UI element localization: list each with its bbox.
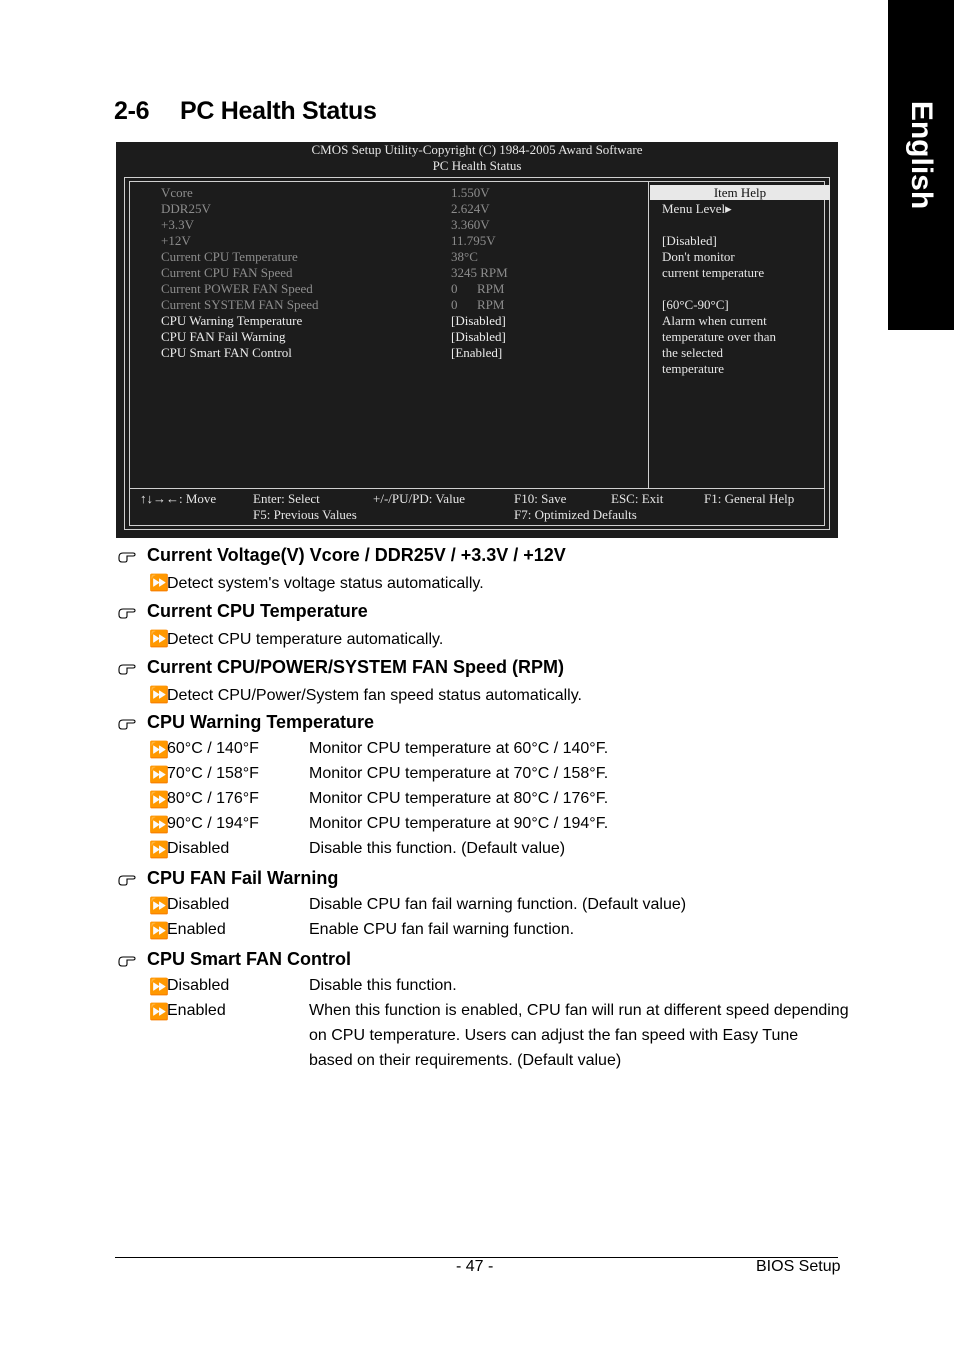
- bios-setting-value: 3.360V: [451, 217, 490, 232]
- double-arrow-icon: ⏩: [149, 792, 169, 809]
- item-help-line: temperature: [662, 361, 725, 376]
- bios-setting-label: CPU FAN Fail Warning: [161, 329, 286, 344]
- option-description: Disable this function.: [309, 977, 457, 994]
- option-description: on CPU temperature. Users can adjust the fan speed with Easy Tune: [309, 1027, 799, 1044]
- item-help-title: Item Help: [650, 185, 830, 200]
- bios-setting-label: Vcore: [161, 185, 193, 200]
- bios-setting-label: Current CPU Temperature: [161, 249, 298, 264]
- footer-help: F1: General Help: [704, 491, 795, 506]
- page-title-text: PC Health Status: [180, 97, 377, 125]
- item-help-line: Menu Level▸: [662, 201, 732, 216]
- option-label: Enabled: [167, 1002, 226, 1019]
- bios-setting-value: 0 RPM: [451, 297, 505, 312]
- page-title-number: 2-6: [114, 97, 150, 125]
- bios-inner-frame: [129, 181, 825, 526]
- bios-setting-value: 1.550V: [451, 185, 490, 200]
- bios-setting-label: DDR25V: [161, 201, 211, 216]
- bios-column-divider: [648, 182, 649, 488]
- bios-setting-value: [Enabled]: [451, 345, 503, 360]
- bios-setting-value: [Disabled]: [451, 313, 506, 328]
- bios-setting-label: CPU Warning Temperature: [161, 313, 303, 328]
- double-arrow-icon: ⏩: [149, 575, 169, 592]
- option-label: 80°C / 176°F: [167, 790, 259, 807]
- item-help-line: [Disabled]: [662, 233, 717, 248]
- language-tab: [888, 0, 954, 330]
- double-arrow-icon: ⏩: [149, 923, 169, 940]
- option-description: Monitor CPU temperature at 90°C / 194°F.: [309, 815, 609, 832]
- bios-footer-divider: [130, 488, 824, 489]
- option-label: Disabled: [167, 840, 230, 857]
- section-title-fan-speed: Current CPU/POWER/SYSTEM FAN Speed (RPM): [147, 657, 565, 677]
- footer-move: ↑↓→←: Move: [140, 491, 217, 506]
- option-description: Monitor CPU temperature at 70°C / 158°F.: [309, 765, 609, 782]
- page-number: - 47 -: [456, 1258, 494, 1275]
- bios-setting-value: 38°C: [451, 249, 478, 264]
- section-text-voltage: [149, 573, 484, 593]
- section-title-voltage: Current Voltage(V) Vcore / DDR25V / +3.3V / +12V: [147, 545, 566, 565]
- footer-value: +/-/PU/PD: Value: [373, 491, 465, 506]
- bios-header-copyright: CMOS Setup Utility-Copyright (C) 1984-2005 Award Software: [311, 142, 643, 157]
- item-help-line: the selected: [662, 345, 723, 360]
- fan-speed-description: Detect CPU/Power/System fan speed status automatically.: [167, 687, 582, 704]
- footer-previous: F5: Previous Values: [253, 507, 357, 522]
- footer-optimized: F7: Optimized Defaults: [514, 507, 637, 522]
- bios-setting-value: 3245 RPM: [451, 265, 508, 280]
- option-description: Disable CPU fan fail warning function. (Default value): [309, 896, 687, 913]
- option-label: Enabled: [167, 921, 226, 938]
- bios-setting-label: Current CPU FAN Speed: [161, 265, 293, 280]
- section-title-cpu-temp: Current CPU Temperature: [147, 601, 368, 621]
- pointing-hand-icon: [118, 872, 136, 886]
- item-help-line: Alarm when current: [662, 313, 767, 328]
- item-help-line: current temperature: [662, 265, 765, 280]
- option-label: Disabled: [167, 977, 230, 994]
- item-help-line: Don't monitor: [662, 249, 735, 264]
- footer-save: F10: Save: [514, 491, 567, 506]
- option-description: Disable this function. (Default value): [309, 840, 566, 857]
- option-description: When this function is enabled, CPU fan will run at different speed depending: [309, 1002, 849, 1019]
- section-title-fan-fail: CPU FAN Fail Warning: [147, 868, 339, 888]
- option-description: Monitor CPU temperature at 60°C / 140°F.: [309, 740, 609, 757]
- bios-header-title: PC Health Status: [432, 158, 522, 173]
- option-description: Enable CPU fan fail warning function.: [309, 921, 575, 938]
- item-help-line: [60°C-90°C]: [662, 297, 729, 312]
- option-label: 70°C / 158°F: [167, 765, 259, 782]
- pointing-hand-icon: [118, 953, 136, 967]
- bios-outer-frame: [124, 177, 830, 530]
- bios-setting-label: Current POWER FAN Speed: [161, 281, 313, 296]
- double-arrow-icon: ⏩: [149, 1004, 169, 1021]
- option-description: Monitor CPU temperature at 80°C / 176°F.: [309, 790, 609, 807]
- double-arrow-icon: ⏩: [149, 842, 169, 859]
- pointing-hand-icon: [118, 549, 136, 563]
- bios-setting-label: +12V: [161, 233, 191, 248]
- bios-setting-value: 11.795V: [451, 233, 496, 248]
- double-arrow-icon: ⏩: [149, 817, 169, 834]
- bios-setting-value: 0 RPM: [451, 281, 505, 296]
- bios-setting-value: 2.624V: [451, 201, 490, 216]
- pointing-hand-icon: [118, 605, 136, 619]
- footer-exit: ESC: Exit: [611, 491, 664, 506]
- double-arrow-icon: ⏩: [149, 979, 169, 996]
- pointing-hand-icon: [118, 716, 136, 730]
- option-label: Disabled: [167, 896, 230, 913]
- language-tab-label: English: [905, 100, 938, 210]
- double-arrow-icon: ⏩: [149, 898, 169, 915]
- cpu-temp-description: Detect CPU temperature automatically.: [167, 631, 444, 648]
- page-title: [114, 97, 377, 126]
- section-title-smart-fan: CPU Smart FAN Control: [147, 949, 352, 969]
- option-label: 60°C / 140°F: [167, 740, 259, 757]
- section-title-warning-temp: CPU Warning Temperature: [147, 712, 375, 732]
- option-label: 90°C / 194°F: [167, 815, 259, 832]
- item-help-line: temperature over than: [662, 329, 777, 344]
- bios-setting-label: +3.3V: [161, 217, 194, 232]
- double-arrow-icon: ⏩: [149, 767, 169, 784]
- option-description: based on their requirements. (Default value): [309, 1052, 622, 1069]
- section-text-fan-speed: [149, 685, 582, 705]
- double-arrow-icon: ⏩: [149, 742, 169, 759]
- double-arrow-icon: ⏩: [149, 687, 169, 704]
- footer-enter: Enter: Select: [253, 491, 320, 506]
- bios-setting-label: Current SYSTEM FAN Speed: [161, 297, 319, 312]
- footer-section-name: BIOS Setup: [756, 1258, 841, 1275]
- pointing-hand-icon: [118, 661, 136, 675]
- section-text-cpu-temp: [149, 629, 443, 649]
- bios-setting-value: [Disabled]: [451, 329, 506, 344]
- voltage-description: Detect system's voltage status automatically.: [167, 575, 484, 592]
- bios-screen: [116, 142, 838, 538]
- double-arrow-icon: ⏩: [149, 631, 169, 648]
- bios-setting-label: CPU Smart FAN Control: [161, 345, 292, 360]
